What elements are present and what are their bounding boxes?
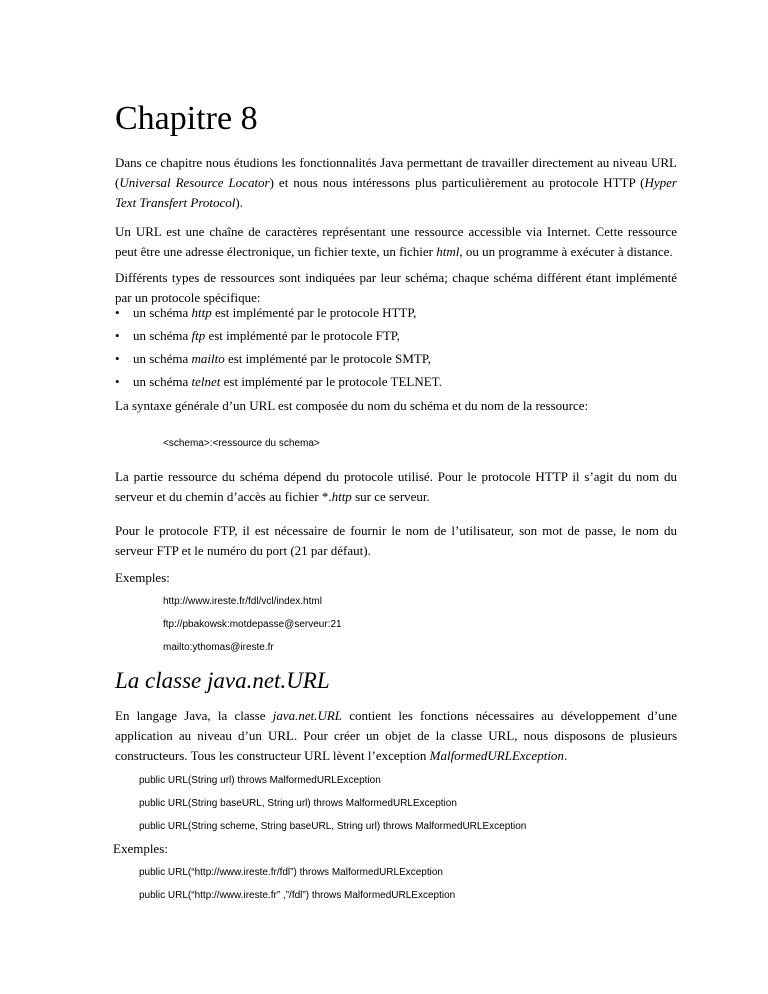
bullet-icon: •	[115, 351, 120, 366]
ftp-resource-paragraph: Pour le protocole FTP, il est nécessaire de fournir le nom de l’utilisateur, son mot de passe, le nom du serveur FTP et le numéro du port (21 par défaut).	[115, 523, 677, 558]
example-constructor: public URL(“http://www.ireste.fr” ,”/fdl”) throws MalformedURLException	[139, 890, 456, 901]
intro-paragraph-3: Différents types de ressources sont indiquées par leur schéma; chaque schéma différent étant implémenté par un protocole spécifique:	[115, 270, 677, 305]
example-url: ftp://pbakowsk:motdepasse@serveur:21	[163, 619, 342, 630]
bullet-icon: •	[115, 328, 120, 343]
constructor-signature: public URL(String url) throws MalformedURLException	[139, 775, 381, 786]
constructor-signature: public URL(String scheme, String baseURL, String url) throws MalformedURLException	[139, 821, 527, 832]
examples-label: Exemples:	[113, 841, 168, 856]
list-item: • un schéma ftp est implémenté par le protocole FTP,	[115, 326, 675, 349]
examples-label: Exemples:	[115, 570, 170, 585]
example-url: http://www.ireste.fr/fdl/vcl/index.html	[163, 596, 322, 607]
constructor-signature: public URL(String baseURL, String url) throws MalformedURLException	[139, 798, 457, 809]
list-item: • un schéma http est implémenté par le protocole HTTP,	[115, 303, 675, 326]
bullet-icon: •	[115, 305, 120, 320]
http-resource-paragraph: La partie ressource du schéma dépend du protocole utilisé. Pour le protocole HTTP il s’agit du nom du serveur et du chemin d’accès au fichier *.http sur ce serveur.	[115, 469, 677, 504]
bullet-icon: •	[115, 374, 120, 389]
intro-paragraph-1: Dans ce chapitre nous étudions les fonctionnalités Java permettant de travailler directement au niveau URL (Universal Resource Locator) et nous nous intéressons plus particulièrement au protocole HTTP (Hyper Text Transfert Protocol).	[115, 155, 677, 210]
syntax-intro: La syntaxe générale d’un URL est composée du nom du schéma et du nom de la ressource:	[115, 398, 589, 413]
intro-paragraph-2: Un URL est une chaîne de caractères représentant une ressource accessible via Internet. Cette ressource peut être une adresse électronique, un fichier texte, un fichier html, ou un programme à exécuter à distance.	[115, 224, 677, 259]
scheme-list	[115, 303, 675, 395]
example-url: mailto:ythomas@ireste.fr	[163, 642, 274, 653]
syntax-code: <schema>:<ressource du schema>	[163, 438, 320, 449]
section-paragraph: En langage Java, la classe java.net.URL contient les fonctions nécessaires au développement d’une application au niveau d’un URL. Pour créer un objet de la classe URL, nous disposons de plusieurs constructeurs. Tous les constructeur URL lèvent l’exception MalformedURLException.	[115, 708, 678, 763]
list-item: • un schéma telnet est implémenté par le protocole TELNET.	[115, 372, 675, 395]
list-item: • un schéma mailto est implémenté par le protocole SMTP,	[115, 349, 675, 372]
section-title: La classe java.net.URL	[115, 668, 330, 693]
example-constructor: public URL(“http://www.ireste.fr/fdl”) throws MalformedURLException	[139, 867, 443, 878]
chapter-title: Chapitre 8	[115, 100, 258, 137]
